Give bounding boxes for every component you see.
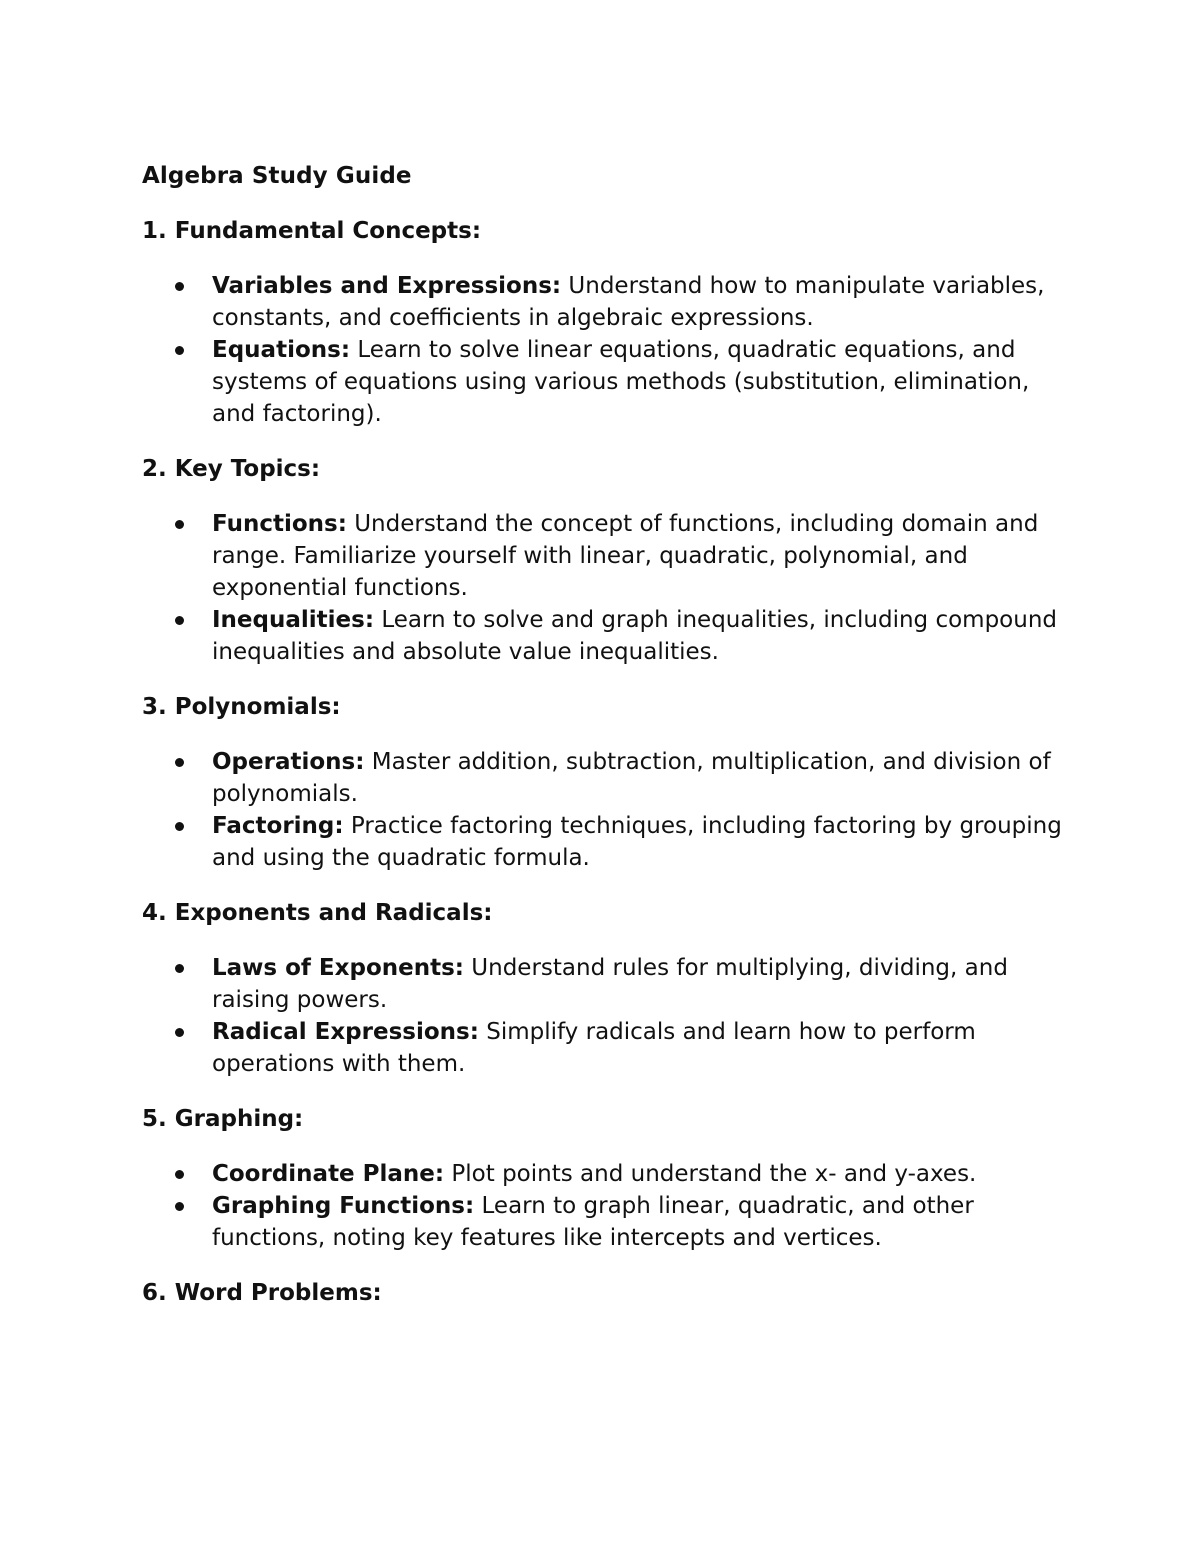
item-term: Graphing Functions:	[212, 1193, 475, 1219]
bullet-icon	[175, 616, 184, 625]
section-heading: 6. Word Problems:	[142, 1280, 382, 1306]
bullet-icon	[175, 758, 184, 767]
section-heading: 5. Graphing:	[142, 1106, 304, 1132]
bullet-icon	[175, 282, 184, 291]
section	[142, 1277, 1072, 1309]
section-heading: 1. Fundamental Concepts:	[142, 218, 482, 244]
bullet-list	[142, 1158, 1072, 1254]
item-description: Master addition, subtraction, multiplication, and division of polynomials.	[212, 749, 1051, 807]
item-description: Practice factoring techniques, including factoring by grouping and using the quadratic formula.	[212, 813, 1062, 871]
bullet-icon	[175, 1170, 184, 1179]
item-term: Factoring:	[212, 813, 344, 839]
item-term: Radical Expressions:	[212, 1019, 479, 1045]
list-item	[142, 810, 1072, 874]
section	[142, 897, 1072, 1080]
item-term: Inequalities:	[212, 607, 375, 633]
list-item	[142, 1016, 1072, 1080]
document-title: Algebra Study Guide	[142, 163, 412, 189]
bullet-icon	[175, 346, 184, 355]
section-list	[142, 215, 1072, 1309]
item-description: Understand rules for multiplying, dividing, and raising powers.	[212, 955, 1008, 1013]
section	[142, 215, 1072, 430]
bullet-icon	[175, 520, 184, 529]
list-item	[142, 604, 1072, 668]
list-item	[142, 1158, 1072, 1190]
bullet-list	[142, 270, 1072, 430]
item-term: Functions:	[212, 511, 347, 537]
item-term: Equations:	[212, 337, 351, 363]
bullet-icon	[175, 1028, 184, 1037]
document-body	[142, 160, 1072, 1332]
list-item	[142, 270, 1072, 334]
item-description: Understand how to manipulate variables, constants, and coefficients in algebraic expressions.	[212, 273, 1045, 331]
bullet-list	[142, 746, 1072, 874]
item-term: Variables and Expressions:	[212, 273, 562, 299]
list-item	[142, 952, 1072, 1016]
bullet-list	[142, 508, 1072, 668]
section-heading: 2. Key Topics:	[142, 456, 321, 482]
item-term: Laws of Exponents:	[212, 955, 464, 981]
section-heading: 3. Polynomials:	[142, 694, 341, 720]
item-description: Learn to graph linear, quadratic, and other functions, noting key features like intercepts and vertices.	[212, 1193, 974, 1251]
bullet-icon	[175, 822, 184, 831]
item-term: Operations:	[212, 749, 365, 775]
section	[142, 453, 1072, 668]
list-item	[142, 508, 1072, 604]
section-heading: 4. Exponents and Radicals:	[142, 900, 493, 926]
list-item	[142, 746, 1072, 810]
list-item	[142, 334, 1072, 430]
bullet-list	[142, 952, 1072, 1080]
item-description: Plot points and understand the x- and y-axes.	[444, 1161, 977, 1187]
bullet-icon	[175, 964, 184, 973]
item-description: Learn to solve and graph inequalities, including compound inequalities and absolute value inequalities.	[212, 607, 1058, 665]
bullet-icon	[175, 1202, 184, 1211]
item-description: Simplify radicals and learn how to perform operations with them.	[212, 1019, 976, 1077]
item-term: Coordinate Plane:	[212, 1161, 445, 1187]
section	[142, 691, 1072, 874]
list-item	[142, 1190, 1072, 1254]
item-description: Learn to solve linear equations, quadratic equations, and systems of equations using various methods (substitution, elimination, and factoring).	[212, 337, 1030, 427]
section	[142, 1103, 1072, 1254]
item-description: Understand the concept of functions, including domain and range. Familiarize yourself with linear, quadratic, polynomial, and exponential functions.	[212, 511, 1039, 601]
